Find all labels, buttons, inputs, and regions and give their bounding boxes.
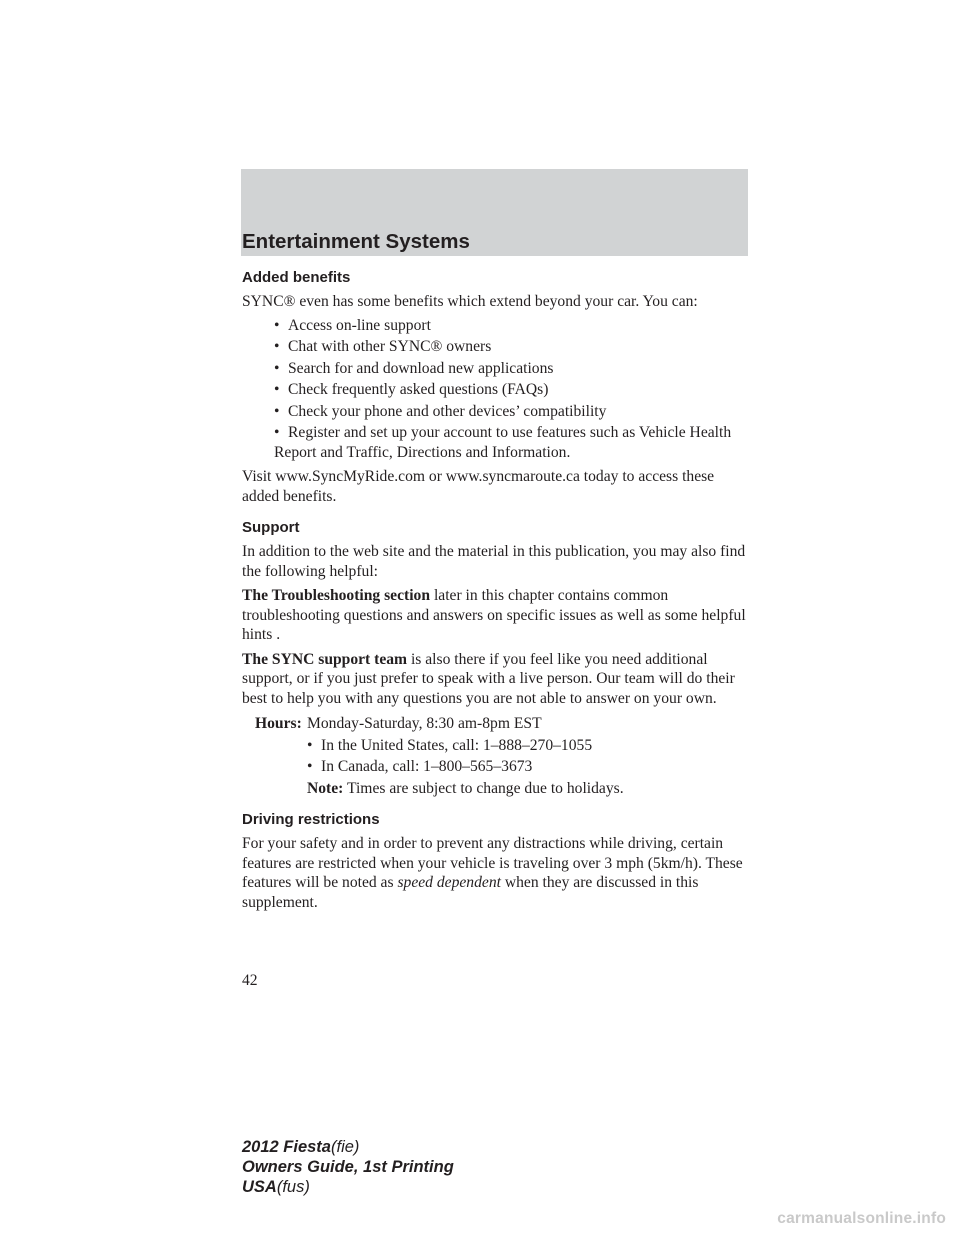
note-label: Note:: [307, 779, 344, 797]
list-item: • Check your phone and other devices’ compatibility: [274, 402, 607, 420]
section-heading-driving-restrictions: Driving restrictions: [242, 811, 380, 828]
support-team-text: is also there if you feel like you need additional support, or if you just prefer to speak with a live person. Our team will do their best to help you with any questions you are not able to answer on your own.: [242, 650, 735, 707]
note-text: Times are subject to change due to holidays.: [347, 779, 624, 797]
bullet-icon: •: [307, 758, 313, 775]
support-team-lead: The SYNC support team: [242, 650, 408, 668]
bullet-icon: •: [274, 424, 280, 441]
bullet-icon: •: [274, 381, 280, 398]
list-item: • Register and set up your account to use features such as Vehicle Health Report and Traffic, Directions and Information.: [274, 424, 732, 461]
bullet-icon: •: [274, 338, 280, 355]
list-item: • In the United States, call: 1–888–270–1055: [307, 736, 593, 754]
list-item: • Chat with other SYNC® owners: [274, 338, 492, 355]
footer-line-model: 2012 Fiesta(fie): [242, 1138, 360, 1156]
calls-list: [307, 736, 752, 777]
troubleshooting-lead: The Troubleshooting section: [242, 587, 431, 604]
footer-line-guide: Owners Guide, 1st Printing: [242, 1158, 454, 1176]
support-team-paragraph: [242, 650, 752, 709]
bullet-icon: •: [274, 316, 280, 334]
page-title: Entertainment Systems: [242, 230, 470, 253]
footer-line-market: USA(fus): [242, 1178, 310, 1196]
list-item: • Check frequently asked questions (FAQs): [274, 381, 549, 398]
added-benefits-visit: Visit www.SyncMyRide.com or www.syncmaroute.ca today to access these added benefits.: [242, 468, 715, 505]
note-line: [307, 779, 752, 799]
benefits-list: [242, 316, 752, 463]
list-item: • Access on-line support: [274, 316, 431, 334]
speed-dependent-emphasis: speed dependent: [397, 874, 501, 891]
driving-restrictions-text: For your safety and in order to prevent any distractions while driving, certain features are restricted when your vehicle is traveling over 3 mph (5km/h). These features will be noted as speed dependent when they are discussed in this supplement.: [242, 835, 743, 911]
list-item: • In Canada, call: 1–800–565–3673: [307, 758, 533, 775]
hours-value: Monday-Saturday, 8:30 am-8pm EST: [307, 715, 542, 732]
troubleshooting-text: later in this chapter contains common troubleshooting questions and answers on specific issues as well as some helpful hints .: [242, 587, 746, 643]
support-intro: In addition to the web site and the material in this publication, you may also find the following helpful:: [242, 543, 746, 580]
hours-label: Hours:: [255, 715, 302, 732]
bullet-icon: •: [274, 359, 280, 377]
list-item: • Search for and download new applications: [274, 359, 554, 377]
bullet-icon: •: [274, 402, 280, 420]
document-footer: [242, 1137, 454, 1197]
page-number: 42: [242, 972, 258, 989]
hours-block: [242, 714, 752, 798]
section-heading-added-benefits: Added benefits: [242, 269, 351, 286]
added-benefits-intro: SYNC® even has some benefits which extend beyond your car. You can:: [242, 293, 698, 310]
bullet-icon: •: [307, 736, 313, 754]
section-heading-support: Support: [242, 519, 300, 536]
watermark: carmanualsonline.info: [777, 1210, 946, 1227]
page-content: [242, 268, 752, 912]
troubleshooting-paragraph: [242, 586, 752, 645]
